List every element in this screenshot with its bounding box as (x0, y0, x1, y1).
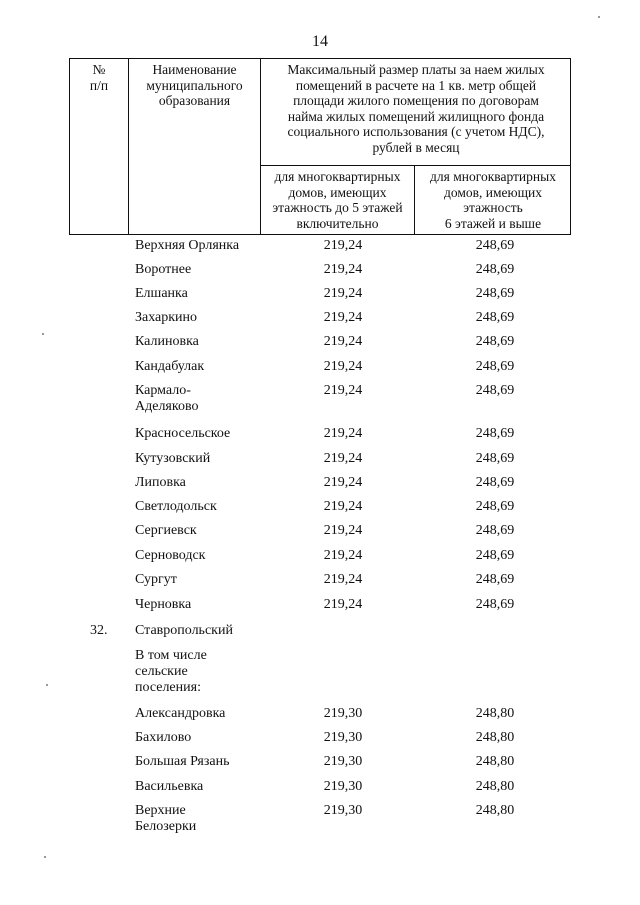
header-name: Наименование муниципального образования (146, 62, 243, 108)
row-value-up-to-5-floors: 219,24 (323, 359, 363, 374)
row-name: Воротнее (135, 262, 192, 277)
row-number: 32. (90, 623, 108, 638)
row-value-up-to-5-floors: 219,30 (323, 754, 363, 769)
row-value-6-floors-and-above: 248,69 (475, 475, 515, 490)
row-name: Калиновка (135, 334, 199, 349)
page-number: 14 (312, 33, 328, 50)
header-up-to-5-floors: для многоквартирных домов, имеющих этажность до 5 этажей включительно (272, 169, 403, 231)
row-value-6-floors-and-above: 248,69 (475, 572, 515, 587)
row-value-up-to-5-floors: 219,24 (323, 262, 363, 277)
row-value-up-to-5-floors: 219,30 (323, 706, 363, 721)
row-name: Захаркино (135, 310, 198, 325)
row-value-6-floors-and-above: 248,69 (475, 383, 515, 398)
row-value-6-floors-and-above: 248,69 (475, 597, 515, 612)
row-name: Кандабулак (135, 359, 205, 374)
row-value-up-to-5-floors: 219,24 (323, 286, 363, 301)
row-value-up-to-5-floors: 219,24 (323, 451, 363, 466)
row-value-6-floors-and-above: 248,69 (475, 310, 515, 325)
row-value-6-floors-and-above: 248,80 (475, 706, 515, 721)
row-name: Серноводск (135, 548, 206, 563)
row-value-6-floors-and-above: 248,69 (475, 238, 515, 253)
row-value-6-floors-and-above: 248,69 (475, 426, 515, 441)
row-name: Большая Рязань (135, 754, 230, 769)
header-6-floors-and-above: для многоквартирных домов, имеющих этажность 6 этажей и выше (430, 169, 556, 231)
row-name: Верхние Белозерки (135, 803, 197, 834)
row-name: Светлодольск (135, 499, 217, 514)
table-header (69, 58, 571, 235)
header-number: № п/п (89, 62, 109, 93)
row-name: Ставропольский (135, 623, 233, 638)
row-value-up-to-5-floors: 219,24 (323, 238, 363, 253)
row-value-6-floors-and-above: 248,80 (475, 803, 515, 818)
row-name: Елшанка (135, 286, 188, 301)
row-value-up-to-5-floors: 219,24 (323, 426, 363, 441)
row-name: Сургут (135, 572, 177, 587)
row-value-6-floors-and-above: 248,69 (475, 548, 515, 563)
row-name: В том числе сельские поселения: (135, 648, 207, 695)
row-name: Сергиевск (135, 523, 197, 538)
row-divider (260, 165, 570, 166)
row-value-6-floors-and-above: 248,69 (475, 286, 515, 301)
scan-speck (42, 333, 44, 335)
row-name: Липовка (135, 475, 186, 490)
row-name: Бахилово (135, 730, 192, 745)
row-value-6-floors-and-above: 248,69 (475, 334, 515, 349)
row-value-up-to-5-floors: 219,24 (323, 383, 363, 398)
scan-speck (46, 684, 48, 686)
row-value-up-to-5-floors: 219,30 (323, 803, 363, 818)
row-value-6-floors-and-above: 248,69 (475, 262, 515, 277)
row-name: Красносельское (135, 426, 231, 441)
row-value-up-to-5-floors: 219,24 (323, 334, 363, 349)
row-value-6-floors-and-above: 248,69 (475, 359, 515, 374)
row-value-up-to-5-floors: 219,24 (323, 523, 363, 538)
row-value-6-floors-and-above: 248,80 (475, 730, 515, 745)
row-name: Черновка (135, 597, 192, 612)
row-value-up-to-5-floors: 219,30 (323, 730, 363, 745)
row-name: Верхняя Орлянка (135, 238, 240, 253)
row-value-up-to-5-floors: 219,24 (323, 597, 363, 612)
scan-speck (44, 856, 46, 858)
row-value-up-to-5-floors: 219,24 (323, 572, 363, 587)
row-value-6-floors-and-above: 248,69 (475, 451, 515, 466)
row-value-6-floors-and-above: 248,69 (475, 499, 515, 514)
row-name: Кутузовский (135, 451, 211, 466)
row-value-6-floors-and-above: 248,69 (475, 523, 515, 538)
row-name: Васильевка (135, 779, 204, 794)
row-value-6-floors-and-above: 248,80 (475, 754, 515, 769)
row-value-up-to-5-floors: 219,24 (323, 475, 363, 490)
row-name: Кармало- Аделяково (135, 383, 199, 414)
row-name: Александровка (135, 706, 226, 721)
scan-speck (598, 16, 600, 18)
row-value-up-to-5-floors: 219,24 (323, 310, 363, 325)
row-value-up-to-5-floors: 219,24 (323, 499, 363, 514)
row-value-up-to-5-floors: 219,30 (323, 779, 363, 794)
row-value-6-floors-and-above: 248,80 (475, 779, 515, 794)
row-value-up-to-5-floors: 219,24 (323, 548, 363, 563)
header-max-fee: Максимальный размер платы за наем жилых помещений в расчете на 1 кв. метр общей площади жилого помещения по договорам найма жилых помещений жилищного фонда социального использования (с учетом НДС), рублей в месяц (287, 62, 545, 155)
